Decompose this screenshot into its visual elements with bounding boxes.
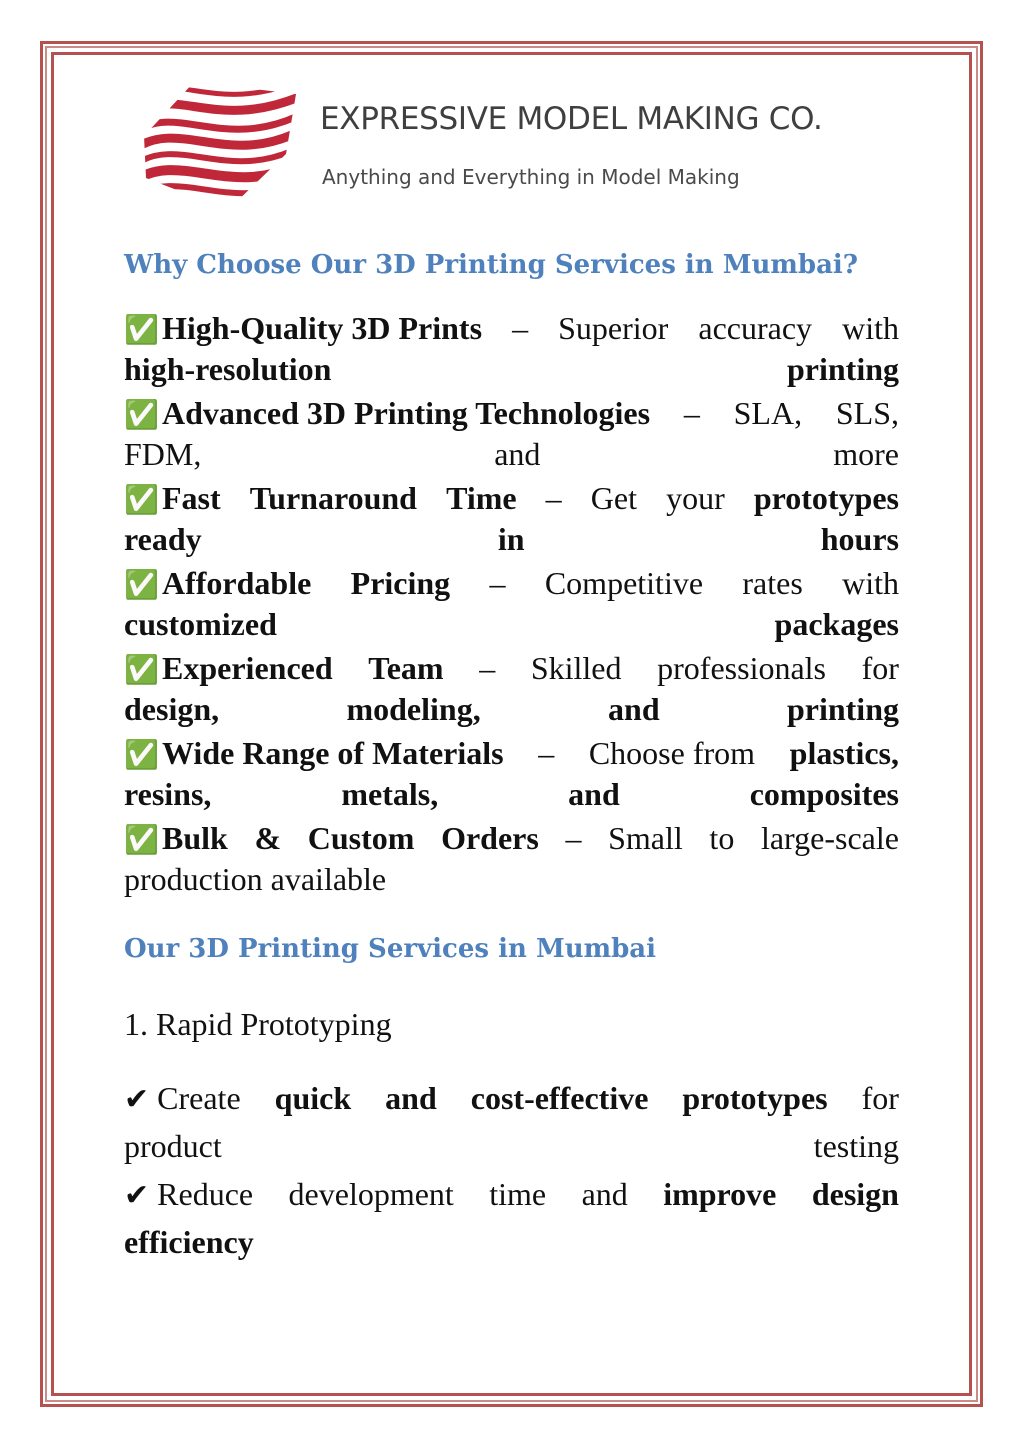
service-bullet: ✔ Reduce development time and improve design: [124, 1176, 899, 1213]
check-icon: ✅: [124, 738, 159, 771]
check-icon: ✅: [124, 483, 159, 516]
check-icon: ✅: [124, 398, 159, 431]
check-icon: ✅: [124, 823, 159, 856]
service-bullet: ✔ Create quick and cost-effective prototypes for: [124, 1080, 899, 1117]
heavy-check-icon: ✔: [124, 1178, 150, 1213]
feature-item: ✅Advanced 3D Printing Technologies – SLA, SLS, FDM, and more: [124, 395, 899, 472]
heavy-check-icon: ✔: [124, 1082, 150, 1117]
feature-item: ✅Fast Turnaround Time – Get your prototypes ready in hours: [124, 480, 899, 557]
feature-item: ✅High-Quality 3D Prints – Superior accuracy with high-resolution printing: [124, 310, 899, 387]
service-heading: 1. Rapid Prototyping: [124, 1006, 392, 1042]
service-bullet-list: ✔ Create quick and cost-effective prototypes for product testing ✔ Reduce development time and improve design efficiency: [124, 1074, 899, 1266]
feature-item: ✅Experienced Team – Skilled professionals for design, modeling, and printing: [124, 650, 899, 727]
check-icon: ✅: [124, 313, 159, 346]
company-name: EXPRESSIVE MODEL MAKING CO.: [320, 101, 823, 137]
company-tagline: Anything and Everything in Model Making: [322, 165, 740, 189]
section-title-why-choose: Why Choose Our 3D Printing Services in Mumbai?: [124, 250, 859, 280]
feature-item: ✅Wide Range of Materials – Choose from plastics, resins, metals, and composites: [124, 735, 899, 812]
document-body: [124, 240, 899, 1266]
brand-header: [136, 74, 916, 214]
section-title-services: Our 3D Printing Services in Mumbai: [124, 934, 657, 964]
feature-list: [124, 308, 899, 900]
check-icon: ✅: [124, 568, 159, 601]
feature-item: ✅Bulk & Custom Orders – Small to large-scale production available: [124, 820, 899, 897]
check-icon: ✅: [124, 653, 159, 686]
company-logo-icon: [136, 74, 301, 214]
feature-item: ✅Affordable Pricing – Competitive rates with customized packages: [124, 565, 899, 642]
